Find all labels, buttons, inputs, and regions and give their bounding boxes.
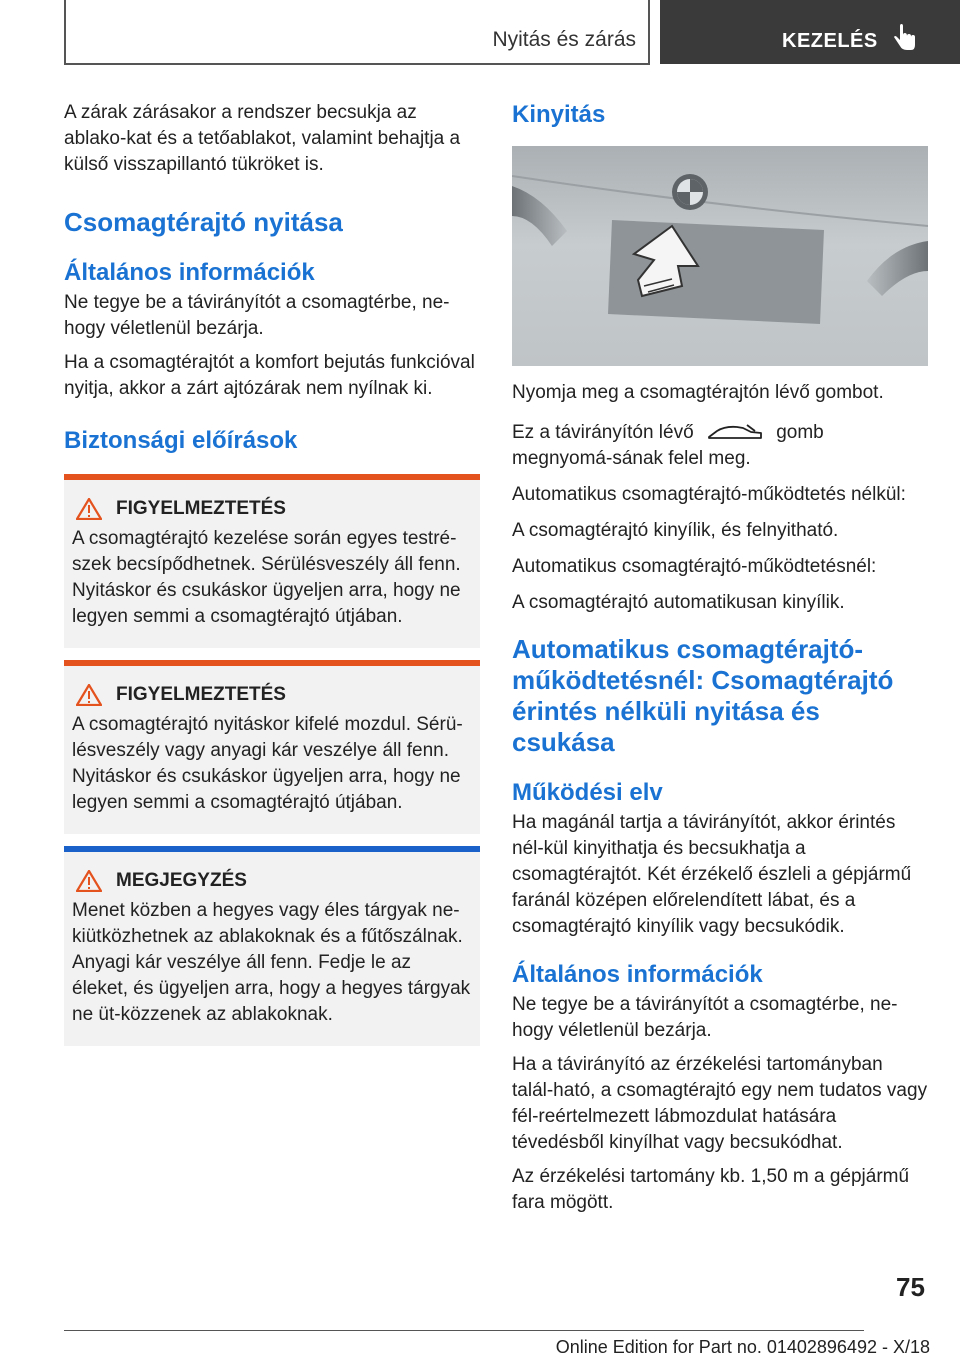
general-paragraph-1: Ne tegye be a távirányítót a csomagtérbe, ne-hogy véletlenül bezárja. bbox=[64, 292, 450, 339]
heading-safety: Biztonsági előírások bbox=[64, 427, 298, 454]
page-number: 75 bbox=[896, 1272, 925, 1302]
header-chapter-label: KEZELÉS bbox=[782, 30, 878, 52]
warning-box-1-label: FIGYELMEZTETÉS bbox=[116, 498, 286, 519]
note-box-text: Menet közben a hegyes vagy éles tárgyak ne-kiütközhetnek az ablakoknak és a fűtőszálnak. Anyagi kár veszélye áll fenn. Fedje le az éleket, és ügyeljen arra, hogy a hegyes tárgyak ne üt-közzenek az ablakoknak. bbox=[72, 900, 471, 1025]
warning-box-2-title bbox=[76, 684, 472, 706]
hand-touch-icon bbox=[892, 24, 918, 57]
trunk-button-photo bbox=[512, 146, 928, 366]
remote-paragraph-part-2: gomb megnyomá-sának felel meg. bbox=[512, 422, 824, 469]
warning-triangle-icon bbox=[76, 684, 102, 706]
warning-triangle-icon bbox=[76, 498, 102, 520]
press-button-paragraph: Nyomja meg a csomagtérajtón lévő gombot. bbox=[512, 382, 884, 403]
heading-unlocking: Kinyitás bbox=[512, 101, 606, 128]
car-trunk-icon bbox=[512, 146, 928, 366]
general-paragraph-2: Ha a csomagtérajtót a komfort bejutás funkcióval nyitja, akkor a zárt ajtózárak nem nyílnak ki. bbox=[64, 352, 475, 399]
heading-trunk-opening: Csomagtérajtó nyitása bbox=[64, 207, 343, 237]
left-column bbox=[64, 100, 480, 1046]
warning-box-2-text: A csomagtérajtó nyitáskor kifelé mozdul. Sérü-lésveszély vagy anyagi kár veszélye áll fenn. Nyitáskor és csukáskor ügyeljen arra, hogy ne legyen semmi a csomagtérajtó útjában. bbox=[72, 714, 463, 813]
intro-paragraph: A zárak zárásakor a rendszer becsukja az ablako-kat és a tetőablakot, valamint behajtja a külső visszapillantó tükröket is. bbox=[64, 102, 461, 175]
auto-with-result: A csomagtérajtó automatikusan kinyílik. bbox=[512, 592, 845, 613]
warning-box-1-text: A csomagtérajtó kezelése során egyes testré-szek becsípődhetnek. Sérülésveszély áll fenn. Nyitáskor és csukáskor ügyeljen arra, hogy ne legyen semmi a csomagtérajtó útjában. bbox=[72, 528, 461, 627]
header-section-title: Nyitás és zárás bbox=[492, 28, 636, 51]
heading-general-info: Általános információk bbox=[64, 259, 315, 286]
heading-contactless: Automatikus csomagtérajtó-működtetésnél: Csomagtérajtó érintés nélküli nyitása és csukása bbox=[512, 634, 894, 757]
auto-without-label: Automatikus csomagtérajtó-működtetés nélkül: bbox=[512, 484, 906, 505]
warning-box-1 bbox=[64, 474, 480, 648]
warning-box-2-label: FIGYELMEZTETÉS bbox=[116, 684, 286, 705]
car-trunk-icon bbox=[707, 423, 763, 443]
warning-box-2 bbox=[64, 660, 480, 834]
remote-paragraph bbox=[512, 420, 928, 472]
header-rule-right bbox=[648, 0, 650, 64]
range-paragraph: Az érzékelési tartomány kb. 1,50 m a gépjármű fara mögött. bbox=[512, 1166, 910, 1213]
right-column bbox=[512, 100, 928, 1228]
warning-triangle-icon bbox=[76, 870, 102, 892]
general2-paragraph-1: Ne tegye be a távirányítót a csomagtérbe, ne-hogy véletlenül bezárja. bbox=[512, 994, 898, 1041]
auto-without-result: A csomagtérajtó kinyílik, és felnyitható. bbox=[512, 520, 839, 541]
remote-paragraph-part-1: Ez a távirányítón lévő bbox=[512, 422, 694, 443]
heading-principle: Működési elv bbox=[512, 779, 663, 806]
note-box-title bbox=[76, 870, 472, 892]
footer-edition: Online Edition for Part no. 01402896492 - X/18 bbox=[555, 1337, 930, 1357]
principle-paragraph: Ha magánál tartja a távirányítót, akkor érintés nél-kül kinyithatja és becsukhatja a csomagtérajtót. Két érzékelő észleli a gépjármű faránál középen előrelendített lábat, és a csomagtérajtó kinyílik vagy becsukódik. bbox=[512, 812, 912, 937]
note-box-label: MEGJEGYZÉS bbox=[116, 870, 247, 891]
heading-general-info-2: Általános információk bbox=[512, 961, 763, 988]
auto-with-label: Automatikus csomagtérajtó-működtetésnél: bbox=[512, 556, 877, 577]
header-chapter-tab bbox=[660, 0, 960, 64]
header-rule-left bbox=[64, 0, 66, 64]
note-box bbox=[64, 846, 480, 1046]
footer-rule bbox=[64, 1330, 864, 1331]
general2-paragraph-2: Ha a távirányító az érzékelési tartományban talál-ható, a csomagtérajtó egy nem tudatos vagy fél-reértelmezett lábmozdulat hatására tévedésből kinyílhat vagy becsukódhat. bbox=[512, 1054, 928, 1153]
warning-box-1-title bbox=[76, 498, 472, 520]
header-rule-bottom bbox=[64, 63, 650, 65]
